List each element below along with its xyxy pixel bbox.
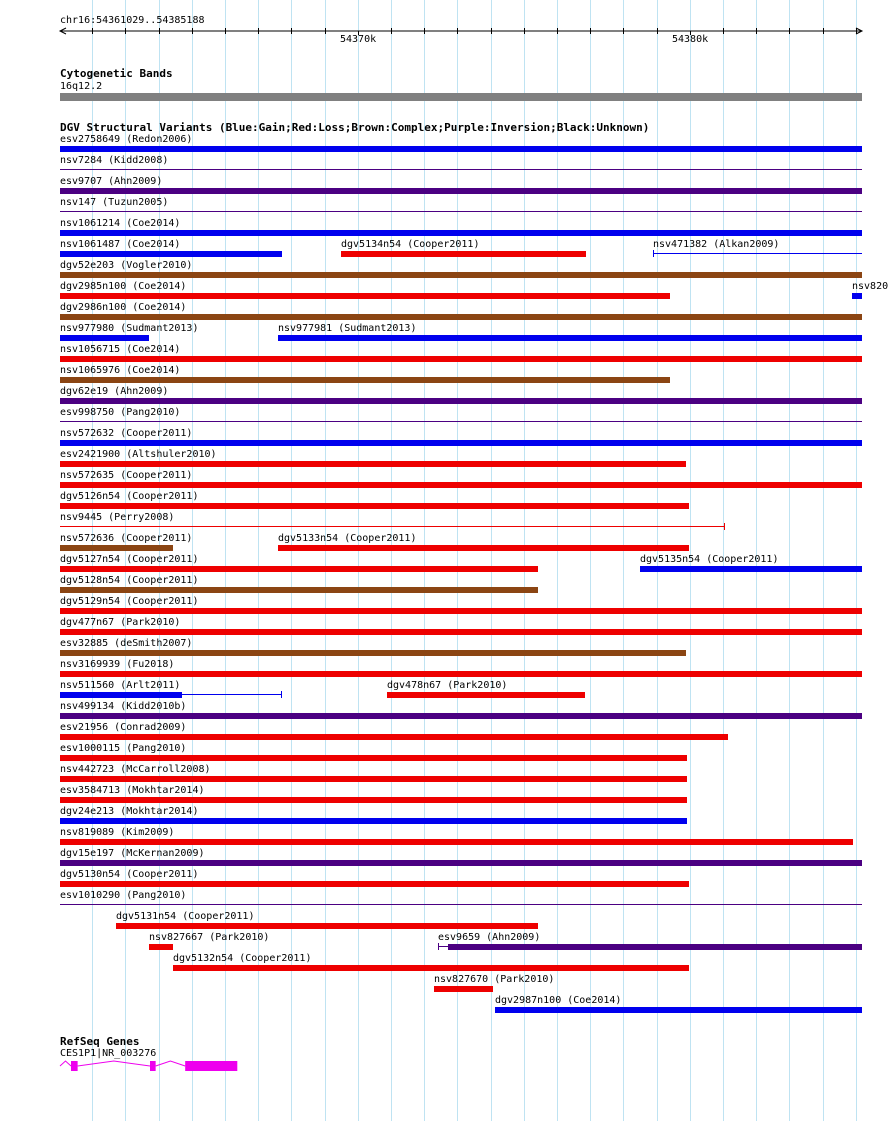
variant-feature[interactable] bbox=[60, 398, 862, 404]
variant-feature[interactable] bbox=[60, 545, 173, 551]
variant-label: nsv827667 (Park2010) bbox=[149, 932, 270, 943]
variant-label: dgv2987n100 (Coe2014) bbox=[495, 995, 622, 1006]
variant-feature[interactable] bbox=[60, 230, 862, 236]
variant-label: nsv572632 (Cooper2011) bbox=[60, 428, 193, 439]
variant-label: dgv5134n54 (Cooper2011) bbox=[341, 239, 480, 250]
variant-label: dgv62e19 (Ahn2009) bbox=[60, 386, 169, 397]
variant-feature[interactable] bbox=[640, 566, 862, 572]
variant-feature[interactable] bbox=[387, 692, 585, 698]
refseq-gene-label[interactable]: CES1P1|NR_003276 bbox=[60, 1048, 157, 1059]
variant-feature[interactable] bbox=[60, 797, 687, 803]
variant-feature[interactable] bbox=[60, 314, 862, 320]
variant-label: esv2421900 (Altshuler2010) bbox=[60, 449, 217, 460]
variant-label: dgv5133n54 (Cooper2011) bbox=[278, 533, 417, 544]
variant-feature[interactable] bbox=[60, 881, 689, 887]
variant-label: dgv5128n54 (Cooper2011) bbox=[60, 575, 199, 586]
variant-feature[interactable] bbox=[852, 293, 862, 299]
variant-feature[interactable] bbox=[60, 692, 182, 698]
variant-feature[interactable] bbox=[60, 839, 853, 845]
variant-label: esv1010290 (Pang2010) bbox=[60, 890, 187, 901]
variant-label: dgv5131n54 (Cooper2011) bbox=[116, 911, 255, 922]
variant-label: esv9707 (Ahn2009) bbox=[60, 176, 163, 187]
variant-label: esv998750 (Pang2010) bbox=[60, 407, 181, 418]
variant-feature[interactable] bbox=[60, 461, 686, 467]
variant-feature[interactable] bbox=[60, 440, 862, 446]
variant-label: esv9659 (Ahn2009) bbox=[438, 932, 541, 943]
variant-label: nsv1056715 (Coe2014) bbox=[60, 344, 181, 355]
variant-label: esv32885 (deSmith2007) bbox=[60, 638, 193, 649]
variant-feature[interactable] bbox=[278, 335, 862, 341]
variant-feature[interactable] bbox=[116, 923, 538, 929]
variant-feature[interactable] bbox=[60, 566, 538, 572]
variant-feature[interactable] bbox=[60, 377, 670, 383]
variant-label: dgv52e203 (Vogler2010) bbox=[60, 260, 193, 271]
variant-label: esv2758649 (Redon2006) bbox=[60, 134, 193, 145]
variant-feature[interactable] bbox=[60, 608, 862, 614]
variant-feature-cap bbox=[724, 523, 725, 530]
cytoband-track-title: Cytogenetic Bands bbox=[60, 67, 173, 80]
variant-feature[interactable] bbox=[60, 818, 687, 824]
variant-feature[interactable] bbox=[434, 986, 493, 992]
variant-feature[interactable] bbox=[60, 146, 862, 152]
variant-feature[interactable] bbox=[60, 587, 538, 593]
tick-label: 54380k bbox=[672, 34, 709, 45]
variant-label: nsv1061487 (Coe2014) bbox=[60, 239, 181, 250]
variant-feature[interactable] bbox=[60, 650, 686, 656]
variant-label: nsv572636 (Cooper2011) bbox=[60, 533, 193, 544]
variant-feature[interactable] bbox=[653, 253, 862, 254]
refseq-track-title: RefSeq Genes bbox=[60, 1035, 140, 1048]
variant-label: nsv147 (Tuzun2005) bbox=[60, 197, 169, 208]
variant-feature[interactable] bbox=[278, 545, 689, 551]
variant-label: esv3584713 (Mokhtar2014) bbox=[60, 785, 205, 796]
variant-label: dgv5132n54 (Cooper2011) bbox=[173, 953, 312, 964]
gene-exon bbox=[150, 1061, 156, 1071]
variant-label: nsv3169939 (Fu2018) bbox=[60, 659, 175, 670]
variant-label: dgv15e197 (McKernan2009) bbox=[60, 848, 205, 859]
region-label: chr16:54361029..54385188 bbox=[60, 15, 205, 26]
variant-feature-cap bbox=[281, 691, 282, 698]
variant-feature[interactable] bbox=[60, 734, 728, 740]
variant-feature-cap bbox=[653, 250, 654, 257]
variant-label: nsv1061214 (Coe2014) bbox=[60, 218, 181, 229]
variant-label: nsv820 bbox=[852, 281, 889, 292]
variant-feature[interactable] bbox=[448, 944, 862, 950]
variant-feature[interactable] bbox=[60, 776, 687, 782]
variant-feature[interactable] bbox=[60, 713, 862, 719]
variant-label: dgv5126n54 (Cooper2011) bbox=[60, 491, 199, 502]
variant-feature[interactable] bbox=[60, 755, 687, 761]
variant-label: nsv819089 (Kim2009) bbox=[60, 827, 175, 838]
refseq-gene-model[interactable] bbox=[0, 1058, 890, 1078]
variant-label: nsv471382 (Alkan2009) bbox=[653, 239, 780, 250]
variant-feature[interactable] bbox=[60, 904, 862, 905]
variant-feature[interactable] bbox=[60, 629, 862, 635]
gene-exon bbox=[185, 1061, 237, 1071]
variant-label: nsv827670 (Park2010) bbox=[434, 974, 555, 985]
variant-label: dgv478n67 (Park2010) bbox=[387, 680, 508, 691]
variant-label: nsv1065976 (Coe2014) bbox=[60, 365, 181, 376]
variant-feature[interactable] bbox=[149, 944, 173, 950]
variant-label: nsv442723 (McCarroll2008) bbox=[60, 764, 211, 775]
variant-feature[interactable] bbox=[60, 671, 862, 677]
variant-feature[interactable] bbox=[60, 860, 862, 866]
variant-feature[interactable] bbox=[60, 251, 282, 257]
variant-feature[interactable] bbox=[60, 356, 862, 362]
variant-feature[interactable] bbox=[60, 293, 670, 299]
variant-label: nsv572635 (Cooper2011) bbox=[60, 470, 193, 481]
variant-label: esv1000115 (Pang2010) bbox=[60, 743, 187, 754]
variant-label: dgv24e213 (Mokhtar2014) bbox=[60, 806, 199, 817]
variant-label: dgv5127n54 (Cooper2011) bbox=[60, 554, 199, 565]
variant-feature[interactable] bbox=[60, 482, 862, 488]
variant-label: dgv2985n100 (Coe2014) bbox=[60, 281, 187, 292]
variant-feature[interactable] bbox=[60, 335, 149, 341]
variant-label: nsv977981 (Sudmant2013) bbox=[278, 323, 417, 334]
variant-label: dgv5130n54 (Cooper2011) bbox=[60, 869, 199, 880]
variant-label: dgv477n67 (Park2010) bbox=[60, 617, 181, 628]
variant-label: nsv7284 (Kidd2008) bbox=[60, 155, 169, 166]
dgv-track-title: DGV Structural Variants (Blue:Gain;Red:Loss;Brown:Complex;Purple:Inversion;Black:Unknown) bbox=[60, 121, 650, 134]
variant-feature[interactable] bbox=[495, 1007, 862, 1013]
variant-label: nsv499134 (Kidd2010b) bbox=[60, 701, 187, 712]
variant-label: dgv5129n54 (Cooper2011) bbox=[60, 596, 199, 607]
gene-intron bbox=[60, 1061, 185, 1066]
variant-feature[interactable] bbox=[60, 211, 862, 212]
variant-feature[interactable] bbox=[60, 272, 862, 278]
cytoband-label: 16q12.2 bbox=[60, 81, 103, 92]
variant-label: nsv511560 (Arlt2011) bbox=[60, 680, 181, 691]
variant-feature[interactable] bbox=[60, 421, 862, 422]
variant-feature[interactable] bbox=[341, 251, 586, 257]
variant-feature[interactable] bbox=[60, 169, 862, 170]
variant-label: dgv2986n100 (Coe2014) bbox=[60, 302, 187, 313]
gene-exon bbox=[71, 1061, 78, 1071]
variant-label: dgv5135n54 (Cooper2011) bbox=[640, 554, 779, 565]
variant-feature-cap bbox=[438, 943, 439, 950]
variant-label: esv21956 (Conrad2009) bbox=[60, 722, 187, 733]
tick-label: 54370k bbox=[340, 34, 377, 45]
variant-label: nsv977980 (Sudmant2013) bbox=[60, 323, 199, 334]
variant-feature[interactable] bbox=[60, 503, 689, 509]
variant-feature[interactable] bbox=[60, 526, 725, 527]
variant-label: nsv9445 (Perry2008) bbox=[60, 512, 175, 523]
variant-feature[interactable] bbox=[173, 965, 689, 971]
variant-feature[interactable] bbox=[60, 188, 862, 194]
